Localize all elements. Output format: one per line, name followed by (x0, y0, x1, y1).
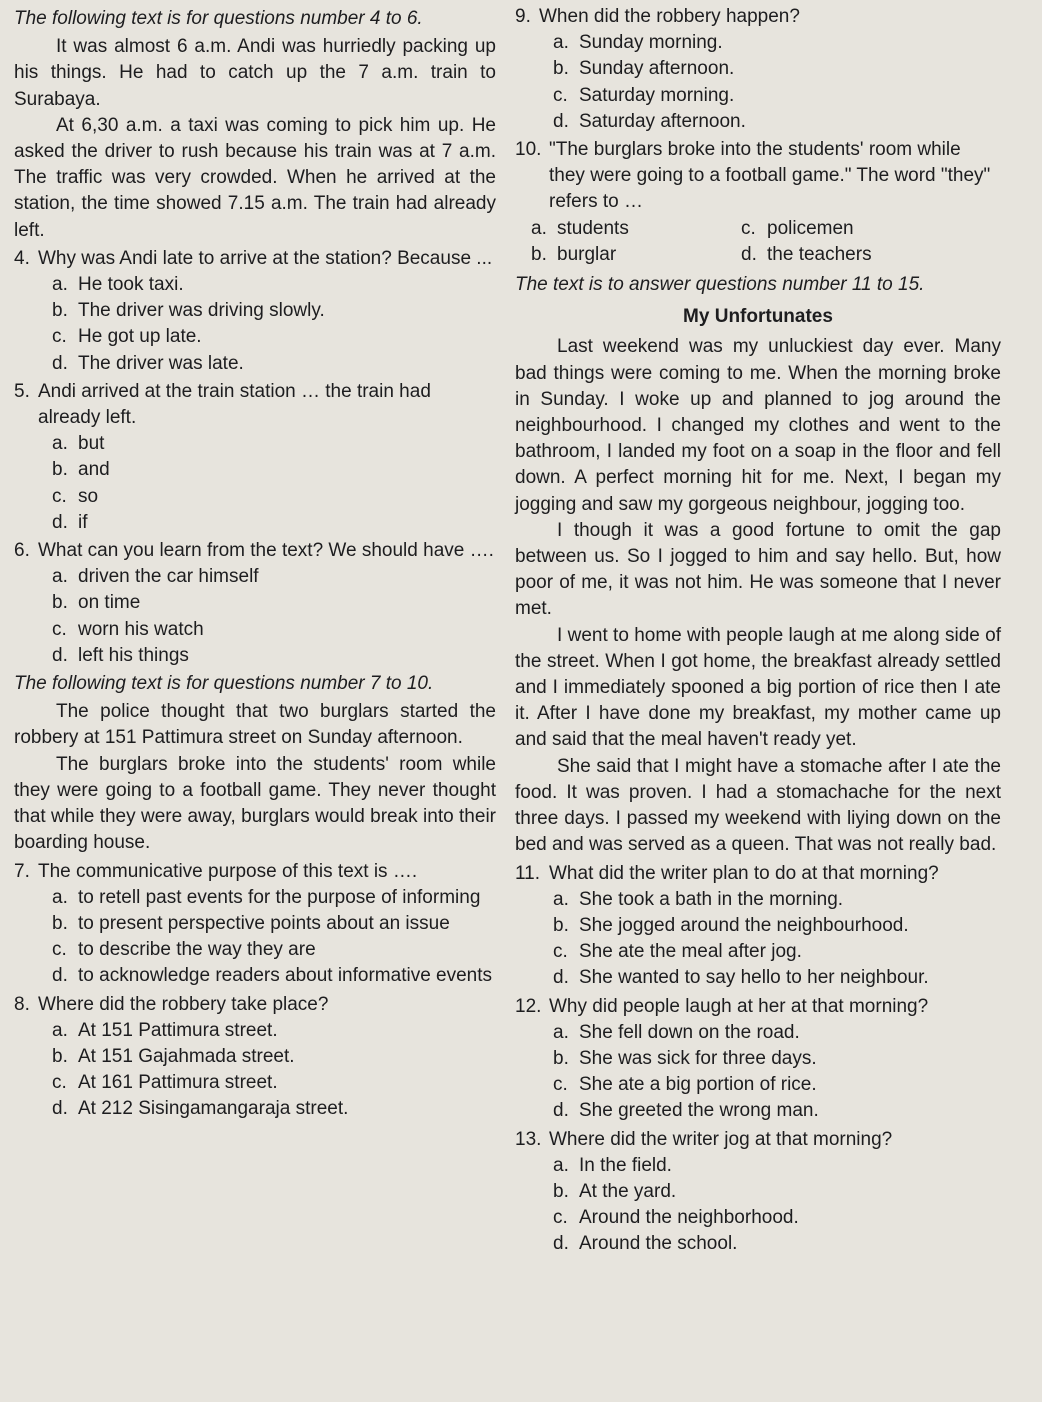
option-d[interactable] (14, 963, 496, 989)
option-text: to retell past events for the purpose of informing (78, 886, 481, 908)
option-text: to describe the way they are (78, 939, 316, 961)
option-text: At 212 Sisingamangaraja street. (78, 1098, 349, 1120)
story-paragraph: I went to home with people laugh at me along side of the street. When I got home, the breakfast already settled and I immediately spooned a big portion of rice then I ate it. After I have done my breakfast, my mother came up and said that the meal haven't ready yet. (515, 624, 1001, 751)
option-text: She greeted the wrong man. (579, 1100, 819, 1122)
option-d[interactable] (14, 510, 496, 536)
option-text: The driver was driving slowly. (78, 300, 325, 322)
option-text: She jogged around the neighbourhood. (579, 914, 909, 936)
question-number: 4. (14, 247, 30, 269)
question-stem: "The burglars broke into the students' room while they were going to a football game." The word "they" refers to … (549, 139, 991, 213)
option-text: She wanted to say hello to her neighbour. (579, 967, 929, 989)
question-number: 7. (14, 860, 30, 882)
option-c[interactable] (14, 617, 496, 643)
intro-text-2: The following text is for questions number 7 to 10. (14, 673, 434, 695)
question-10 (515, 137, 1001, 268)
option-c[interactable] (14, 484, 496, 510)
option-d[interactable] (741, 242, 951, 268)
option-d[interactable] (14, 351, 496, 377)
question-7 (14, 859, 496, 990)
option-text: on time (78, 592, 141, 614)
left-column (14, 0, 496, 1123)
option-text: Sunday morning. (579, 32, 723, 54)
option-b[interactable] (531, 242, 741, 268)
option-a[interactable] (14, 1018, 496, 1044)
option-b[interactable] (515, 1046, 1001, 1072)
question-9 (515, 4, 1001, 135)
option-text: At the yard. (579, 1180, 677, 1202)
question-5 (14, 379, 496, 536)
option-letter: c. (741, 217, 756, 239)
option-letter: d. (553, 1233, 569, 1255)
option-letter: a. (553, 1021, 569, 1043)
option-text: to acknowledge readers about informative events (78, 965, 493, 987)
intro-text-1: The following text is for questions number 4 to 6. (14, 8, 423, 29)
question-stem: Andi arrived at the train station … the train had already left. (38, 380, 431, 429)
story-paragraph: Last weekend was my unluckiest day ever. Many bad things were coming to me. When the morning broke in Sunday. I woke up and planned to jog around the neighbourhood. I changed my clothes and went to the bathroom, I landed my foot on a soap in the floor and fell down. A perfect morning hit for me. Next, I began my jogging and saw my gorgeous neighbour, jogging too. (515, 336, 1001, 515)
option-letter: d. (52, 1098, 68, 1120)
option-letter: a. (553, 1154, 569, 1176)
option-letter: d. (52, 352, 68, 374)
option-text: to present perspective points about an issue (78, 912, 450, 934)
option-letter: a. (52, 566, 68, 588)
question-stem: Where did the robbery take place? (38, 993, 329, 1015)
option-letter: a. (52, 433, 68, 455)
option-a[interactable] (14, 272, 496, 298)
option-a[interactable] (531, 216, 741, 242)
question-number: 6. (14, 540, 30, 562)
option-text: At 151 Gajahmada street. (78, 1045, 295, 1067)
option-text: She was sick for three days. (579, 1047, 817, 1069)
story-title: My Unfortunates (683, 306, 833, 328)
reading-paragraph: The burglars broke into the students' room while they were going to a football game. They never thought that while they were away, burglars would break into their boarding house. (14, 753, 496, 854)
option-letter: b. (553, 914, 569, 936)
question-8 (14, 992, 496, 1123)
question-number: 10. (515, 139, 542, 161)
option-text: if (78, 511, 88, 533)
option-text: The driver was late. (78, 352, 244, 374)
story-paragraph: She said that I might have a stomache after I ate the food. It was proven. I had a stomachache for the next three days. I passed my weekend with liying down on the bed and was served as a queen. That was not really bad. (515, 755, 1001, 856)
option-letter: b. (553, 1180, 569, 1202)
option-text: Sunday afternoon. (579, 58, 735, 80)
option-text: left his things (78, 644, 189, 666)
option-text: and (78, 459, 110, 481)
question-stem: What did the writer plan to do at that morning? (549, 862, 939, 884)
option-letter: c. (52, 618, 67, 640)
option-c[interactable] (14, 324, 496, 350)
option-d[interactable] (515, 1098, 1001, 1124)
option-letter: d. (741, 243, 757, 265)
option-letter: d. (52, 511, 68, 533)
option-letter: b. (52, 592, 68, 614)
option-letter: c. (52, 1072, 67, 1094)
question-number: 12. (515, 995, 542, 1017)
option-b[interactable] (515, 913, 1001, 939)
option-letter: b. (531, 243, 547, 265)
option-letter: c. (553, 84, 568, 106)
option-c[interactable] (515, 1205, 1001, 1231)
option-d[interactable] (515, 1231, 1001, 1257)
option-letter: a. (531, 217, 547, 239)
option-letter: a. (553, 888, 569, 910)
option-letter: b. (52, 300, 68, 322)
option-b[interactable] (515, 56, 1001, 82)
option-letter: d. (553, 1100, 569, 1122)
question-number: 11. (515, 862, 541, 884)
question-number: 13. (515, 1128, 542, 1150)
option-text: Around the neighborhood. (579, 1207, 799, 1229)
option-text: She ate the meal after jog. (579, 941, 802, 963)
option-letter: c. (553, 941, 568, 963)
option-letter: d. (553, 110, 569, 132)
option-text: She fell down on the road. (579, 1021, 800, 1043)
intro-text-3: The text is to answer questions number 11 to 15. (515, 274, 925, 296)
option-letter: c. (553, 1207, 568, 1229)
question-stem: What can you learn from the text? We should have …. (38, 540, 494, 562)
option-text: so (78, 485, 99, 507)
option-letter: b. (553, 58, 569, 80)
option-letter: a. (52, 886, 68, 908)
option-text: worn his watch (78, 618, 204, 640)
option-a[interactable] (14, 885, 496, 911)
option-d[interactable] (515, 109, 1001, 135)
option-d[interactable] (515, 965, 1001, 991)
option-b[interactable] (14, 457, 496, 483)
option-c[interactable] (515, 939, 1001, 965)
option-d[interactable] (14, 1096, 496, 1122)
question-stem: The communicative purpose of this text is …. (38, 860, 418, 882)
question-6 (14, 538, 496, 669)
option-text: students (557, 217, 629, 239)
option-text: She took a bath in the morning. (579, 888, 844, 910)
question-number: 5. (14, 380, 30, 402)
question-4 (14, 246, 496, 377)
option-letter: b. (52, 912, 68, 934)
option-letter: a. (52, 1019, 68, 1041)
option-text: Saturday afternoon. (579, 110, 746, 132)
option-text: In the field. (579, 1154, 672, 1176)
option-a[interactable] (515, 30, 1001, 56)
option-text: Saturday morning. (579, 84, 735, 106)
option-text: At 161 Pattimura street. (78, 1072, 278, 1094)
option-text: She ate a big portion of rice. (579, 1074, 817, 1096)
option-text: He got up late. (78, 326, 202, 348)
option-b[interactable] (14, 1044, 496, 1070)
option-c[interactable] (14, 1070, 496, 1096)
option-text: the teachers (767, 243, 872, 265)
option-grid (515, 216, 1001, 268)
question-12 (515, 994, 1001, 1125)
question-stem: When did the robbery happen? (539, 6, 800, 27)
option-a[interactable] (14, 431, 496, 457)
option-text: but (78, 433, 105, 455)
question-stem: Where did the writer jog at that morning? (549, 1128, 893, 1150)
option-text: He took taxi. (78, 274, 184, 296)
option-text: driven the car himself (78, 566, 259, 588)
question-stem: Why was Andi late to arrive at the station? Because ... (38, 247, 493, 269)
option-c[interactable] (741, 216, 951, 242)
option-a[interactable] (515, 1153, 1001, 1179)
option-c[interactable] (515, 1072, 1001, 1098)
option-text: At 151 Pattimura street. (78, 1019, 278, 1041)
option-b[interactable] (14, 298, 496, 324)
question-13 (515, 1127, 1001, 1258)
question-number: 8. (14, 993, 30, 1015)
option-letter: b. (553, 1047, 569, 1069)
option-letter: a. (553, 32, 569, 54)
option-letter: b. (52, 1045, 68, 1067)
story-paragraph: I though it was a good fortune to omit the gap between us. So I jogged to him and say hello. But, how poor of me, it was not him. He was someone that I never met. (515, 519, 1001, 620)
option-text: policemen (767, 217, 854, 239)
option-c[interactable] (14, 937, 496, 963)
option-letter: c. (52, 939, 67, 961)
reading-paragraph: The police thought that two burglars started the robbery at 151 Pattimura street on Sunday afternoon. (14, 701, 496, 749)
option-a[interactable] (14, 564, 496, 590)
option-c[interactable] (515, 83, 1001, 109)
option-letter: c. (52, 326, 67, 348)
question-11 (515, 861, 1001, 992)
reading-paragraph: It was almost 6 a.m. Andi was hurriedly packing up his things. He had to catch up the 7 a.m. train to Surabaya. (14, 36, 496, 110)
option-letter: d. (52, 644, 68, 666)
question-number: 9. (515, 6, 531, 27)
option-letter: b. (52, 459, 68, 481)
question-stem: Why did people laugh at her at that morning? (549, 995, 929, 1017)
option-a[interactable] (515, 1020, 1001, 1046)
option-letter: a. (52, 274, 68, 296)
option-letter: d. (553, 967, 569, 989)
option-text: burglar (557, 243, 617, 265)
option-text: Around the school. (579, 1233, 738, 1255)
reading-paragraph: At 6,30 a.m. a taxi was coming to pick him up. He asked the driver to rush because his train was at 7 a.m. The traffic was very crowded. When he arrived at the station, the time showed 7.15 a.m. The train had already left. (14, 114, 496, 241)
option-b[interactable] (14, 911, 496, 937)
right-column (515, 0, 1001, 1258)
option-b[interactable] (14, 590, 496, 616)
option-letter: c. (52, 485, 67, 507)
option-b[interactable] (515, 1179, 1001, 1205)
option-letter: d. (52, 965, 68, 987)
option-letter: c. (553, 1074, 568, 1096)
option-d[interactable] (14, 643, 496, 669)
option-a[interactable] (515, 887, 1001, 913)
